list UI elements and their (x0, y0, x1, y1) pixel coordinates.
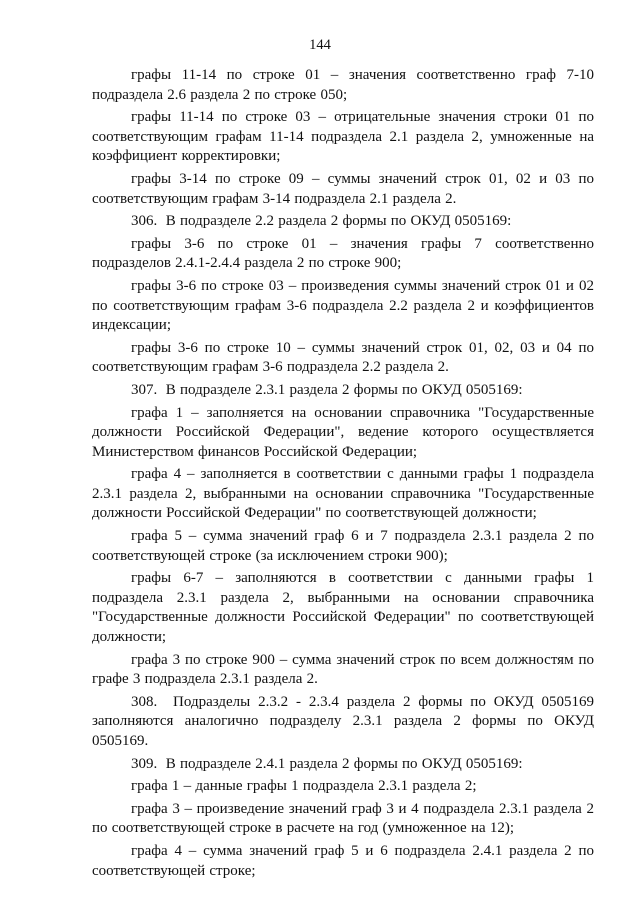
numbered-clause: 306. В подразделе 2.2 раздела 2 формы по ОКУД 0505169: (131, 213, 512, 230)
numbered-clause: 308. Подразделы 2.3.2 - 2.3.4 раздела 2 формы по ОКУД 0505169 заполняются аналогично подразделу 2.3.1 раздела 2 формы по ОКУД 0505169. (92, 693, 594, 749)
document-body (92, 66, 594, 884)
paragraph: графы 3-14 по строке 09 – суммы значений строк 01, 02 и 03 по соответствующим графам 3-14 подраздела 2.1 раздела 2. (92, 170, 594, 207)
paragraph: графа 3 по строке 900 – сумма значений строк по всем должностям по графе 3 подраздела 2.3.1 раздела 2. (92, 651, 594, 688)
paragraph: графа 1 – данные графы 1 подраздела 2.3.1 раздела 2; (131, 778, 477, 795)
paragraph: графы 3-6 по строке 10 – суммы значений строк 01, 02, 03 и 04 по соответствующим графам 3-6 подраздела 2.2 раздела 2. (92, 339, 594, 376)
paragraph: графа 4 – заполняется в соответствии с данными графы 1 подраздела 2.3.1 раздела 2, выбранными на основании справочника "Государственные должности Российской Федерации" по соответствующей должности; (92, 466, 594, 522)
page-number: 144 (309, 37, 331, 53)
paragraph: графы 11-14 по строке 01 – значения соответственно граф 7-10 подраздела 2.6 раздела 2 по строке 050; (92, 67, 594, 103)
numbered-clause: 307. В подразделе 2.3.1 раздела 2 формы по ОКУД 0505169: (131, 381, 523, 398)
paragraph: графа 4 – сумма значений граф 5 и 6 подраздела 2.4.1 раздела 2 по соответствующей строке; (92, 842, 594, 879)
paragraph: графы 6-7 – заполняются в соответствии с данными графы 1 подраздела 2.3.1 раздела 2, выбранными на основании справочника "Государственные должности Российской Федерации" по соответствующей должности; (92, 570, 594, 646)
paragraph: графы 3-6 по строке 01 – значения графы 7 соответственно подразделов 2.4.1-2.4.4 раздела 2 по строке 900; (92, 235, 594, 272)
paragraph: графа 3 – произведение значений граф 3 и 4 подраздела 2.3.1 раздела 2 по соответствующей строке в расчете на год (умноженное на 12); (92, 800, 594, 837)
paragraph: графы 3-6 по строке 03 – произведения суммы значений строк 01 и 02 по соответствующим графам 3-6 подраздела 2.2 раздела 2 и коэффициентов индексации; (92, 277, 594, 334)
paragraph: графы 11-14 по строке 03 – отрицательные значения строки 01 по соответствующим графам 11-14 подраздела 2.1 раздела 2, умноженные на коэффициент корректировки; (92, 109, 594, 165)
numbered-clause: 309. В подразделе 2.4.1 раздела 2 формы по ОКУД 0505169: (131, 755, 523, 772)
paragraph: графа 1 – заполняется на основании справочника "Государственные должности Российской Федерации", ведение которого осуществляется Министерством финансов Российской Федерации; (92, 404, 594, 460)
paragraph: графа 5 – сумма значений граф 6 и 7 подраздела 2.3.1 раздела 2 по соответствующей строке (за исключением строки 900); (92, 528, 594, 564)
